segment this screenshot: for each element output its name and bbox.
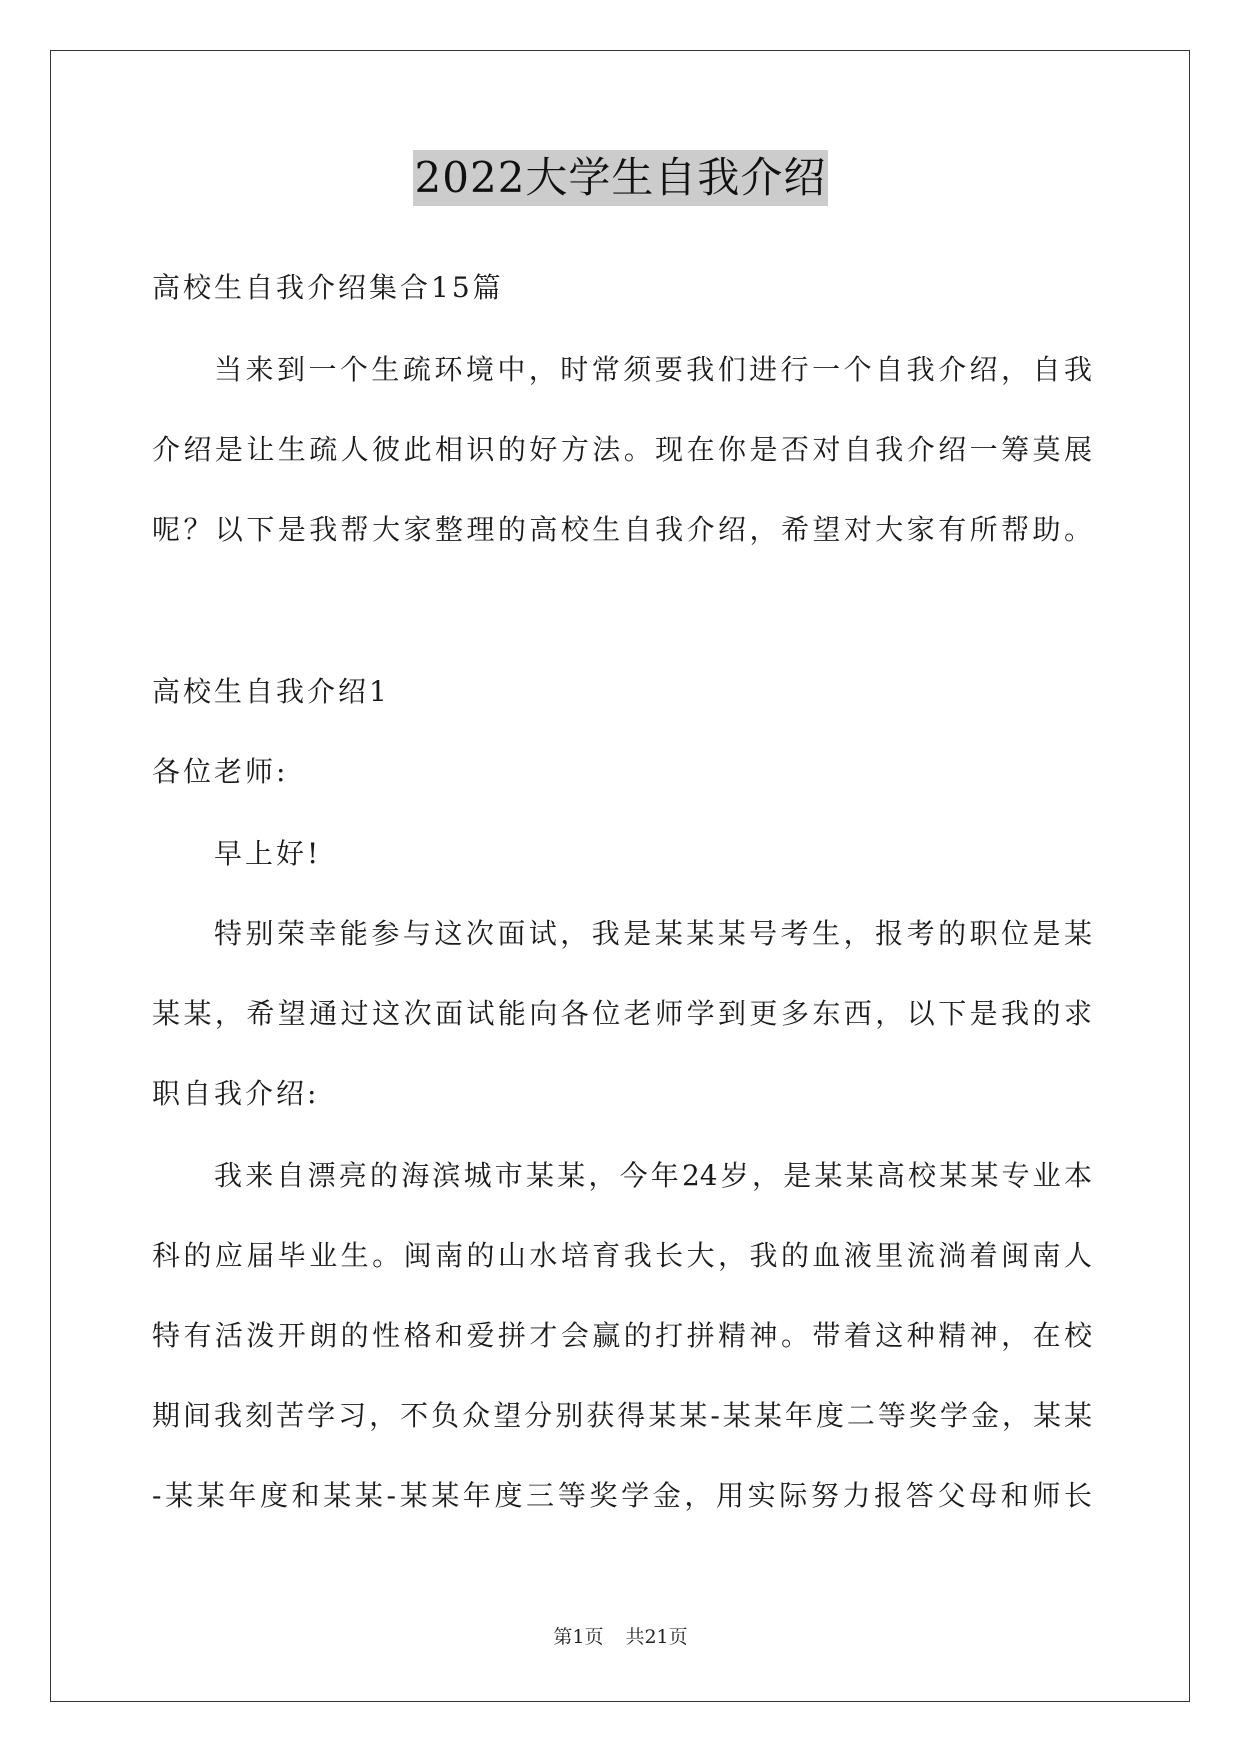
paragraph-line: 某某，希望通过这次面试能向各位老师学到更多东西，以下是我的求 [152, 997, 1092, 1030]
paragraph-line: 特别荣幸能参与这次面试，我是某某某号考生，报考的职位是某 [214, 917, 1092, 950]
document-title: 2022大学生自我介绍 [413, 150, 829, 206]
paragraph-line: -某某年度和某某-某某年度三等奖学金，用实际努力报答父母和师长 [152, 1479, 1092, 1512]
salutation: 各位老师: [152, 755, 289, 788]
section-heading: 高校生自我介绍1 [152, 675, 390, 708]
paragraph-line: 我来自漂亮的海滨城市某某，今年24岁，是某某高校某某专业本 [214, 1159, 1092, 1192]
paragraph-line: 职自我介绍: [152, 1077, 320, 1110]
paragraph-line: 科的应届毕业生。闽南的山水培育我长大，我的血液里流淌着闽南人 [152, 1239, 1092, 1272]
intro-line: 呢？以下是我帮大家整理的高校生自我介绍，希望对大家有所帮助。 [152, 513, 1092, 546]
greeting: 早上好! [214, 837, 322, 870]
page-total: 共21页 [625, 1626, 688, 1648]
document-subtitle: 高校生自我介绍集合15篇 [152, 271, 504, 304]
intro-line: 当来到一个生疏环境中，时常须要我们进行一个自我介绍，自我 [214, 353, 1092, 386]
page-number: 第1页 [553, 1626, 604, 1648]
page-footer [0, 1624, 1241, 1650]
paragraph-line: 特有活泼开朗的性格和爱拼才会赢的打拼精神。带着这种精神，在校 [152, 1319, 1092, 1352]
intro-line: 介绍是让生疏人彼此相识的好方法。现在你是否对自我介绍一筹莫展 [152, 433, 1092, 466]
title-container [0, 150, 1241, 206]
paragraph-line: 期间我刻苦学习，不负众望分别获得某某-某某年度二等奖学金，某某 [152, 1399, 1092, 1432]
